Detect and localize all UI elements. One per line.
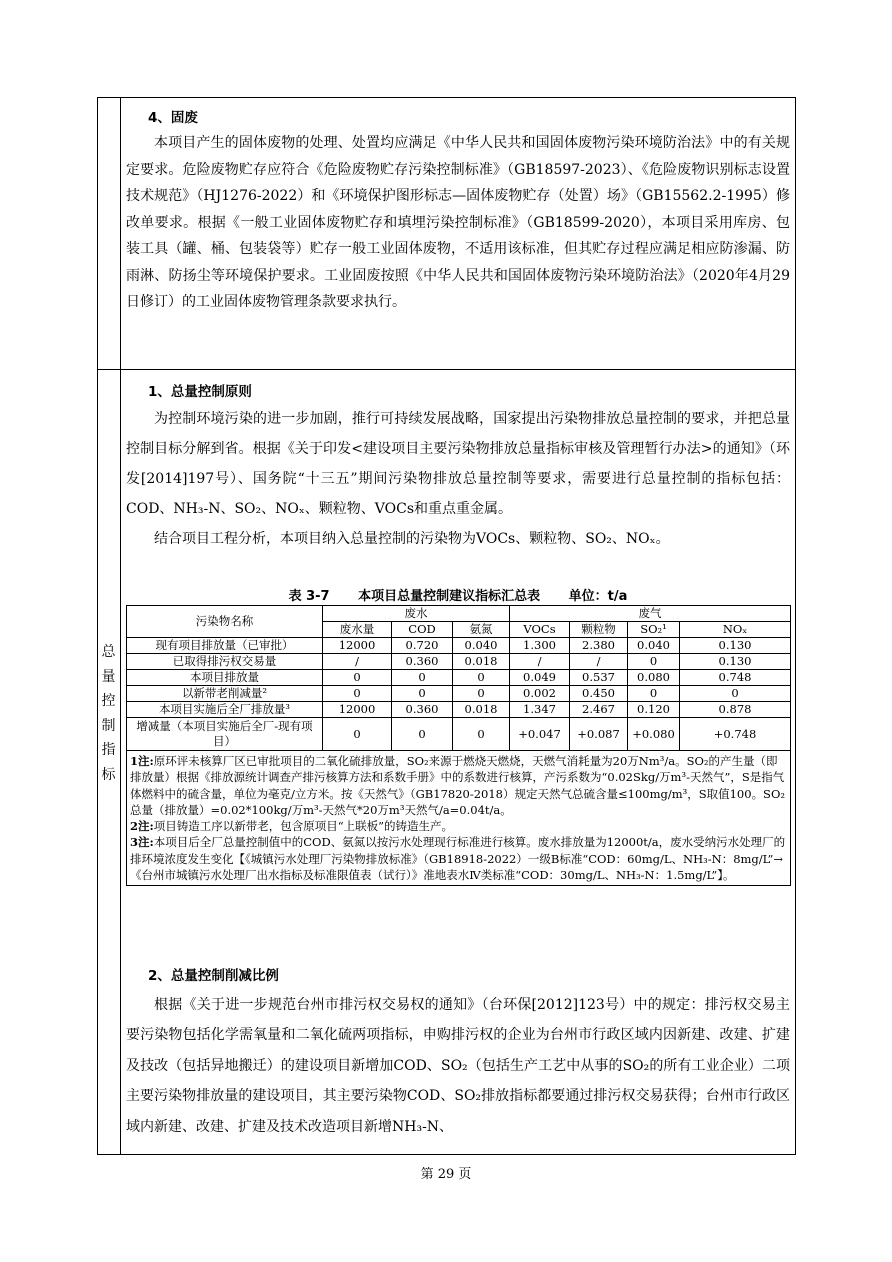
table-row [127,670,791,686]
note-text: 本项目后全厂总量控制值中的COD、氨氮以按污水处理现行标准进行核算。废水排放量为12000t/a，废水受纳污水处理厂的排环境浓度发生变化【《城镇污水处理厂污染物排放标准》（GB18918-2022）一级B标准“COD：60mg/L、NH₃-N：8mg/L”→《台州市城镇污水处理厂出水指标及标准限值表（试行）》准地表水Ⅳ类标准“COD：30mg/L、NH₃-N：1.5mg/L”】。 [130,835,786,883]
note-tag: 3注: [130,835,154,850]
table-cell: 0 [323,670,392,686]
table-title: 本项目总量控制建议指标汇总表 [358,589,541,604]
table-cell: 0.130 [680,638,791,654]
side-label-char: 总 [101,644,116,660]
table-cell: 12000 [323,702,392,718]
table-cell: 0.450 [570,686,628,702]
row-label: 增减量（本项目实施后全厂-现有项目） [127,718,323,751]
table-cell: 0 [453,718,510,751]
row-label: 现有项目排放量（已审批） [127,638,323,654]
side-label-total-control [97,640,120,787]
principle-paragraph: 为控制环境污染的进一步加剧，推行可持续发展战略，国家提出污染物排放总量控制的要求，并把总量控制目标分解到省。根据《关于印发<建设项目主要污染物排放总量指标审核及管理暂行办法>的通知》（环发[2014]197号）、国务院“十三五”期间污染物排放总量控制等要求，需要进行总量控制的指标包括：COD、NH₃-N、SO₂、NOₓ、颗粒物、VOCs和重点重金属。 [126,411,790,517]
table-cell: 0.040 [628,638,680,654]
table-cell: 0 [628,686,680,702]
side-label-char: 标 [101,766,116,783]
row-divider [97,369,796,370]
column-header: NOₓ [680,622,791,638]
note-text: 项目铸造工序以新带老，包含原项目“上联板”的铸造生产。 [153,819,454,834]
solid-waste-heading: 4、固废 [148,110,198,126]
note-1 [130,753,787,818]
table-cell: 0 [392,686,453,702]
table-cell: 0.018 [453,654,510,670]
row-label: 本项目实施后全厂排放量³ [127,702,323,718]
table-cell: 0.130 [680,654,791,670]
table-cell: 2.467 [570,702,628,718]
note-3 [130,834,787,883]
table-cell: 0 [392,718,453,751]
table-notes [127,751,791,886]
column-header: COD [392,622,453,638]
table-cell: 12000 [323,638,392,654]
table-cell: / [510,654,570,670]
table-cell: 0 [680,686,791,702]
table-cell: 0.748 [680,670,791,686]
principle-paragraph: 结合项目工程分析，本项目纳入总量控制的污染物为VOCs、颗粒物、SO₂、NOₓ。 [154,531,670,547]
column-header: 废水量 [323,622,392,638]
column-header: SO₂¹ [628,622,680,638]
table-cell: +0.087 [570,718,628,751]
table-notes-row [127,751,791,886]
table-cell: 0.537 [570,670,628,686]
table-cell: 0.360 [392,654,453,670]
header-pollutant-name: 污染物名称 [127,606,323,638]
note-tag: 2注: [130,819,154,834]
table-cell: +0.047 [510,718,570,751]
table-cell: 0.002 [510,686,570,702]
table-row [127,702,791,718]
table-cell: 0.720 [392,638,453,654]
side-label-char: 量 [101,668,116,685]
column-divider [120,97,121,1155]
table-row [127,718,791,751]
table-cell: 1.300 [510,638,570,654]
table-cell: 0.080 [628,670,680,686]
principle-body [126,404,790,554]
table-cell: +0.748 [680,718,791,751]
column-header: 氨氮 [453,622,510,638]
side-label-char: 控 [101,693,116,709]
table-cell: 0.360 [392,702,453,718]
table-caption [126,585,790,604]
table-cell: 0 [323,718,392,751]
note-text: 原环评未核算厂区已审批项目的二氧化硫排放量，SO₂来源于燃烧天燃烧，天燃气消耗量为20万Nm³/a。SO₂的产生量（即排放量）根据《排放源统计调查产排污核算方法和系数手册》中的系数进行核算，产污系数为“0.02Skg/万m³-天然气”，S是指气体燃料中的硫含量，单位为毫克/立方米。按《天然气》（GB17820-2018）规定天然气总硫含量≤100mg/m³，S取值100。SO₂总量（排放量）=0.02*100kg/万m³-天然气*20万m³天然气/a=0.04t/a。 [130,754,785,817]
table-cell: 0 [628,654,680,670]
table-cell: 0 [453,670,510,686]
table-unit: 单位：t/a [568,589,628,604]
page-number: 第 29 页 [420,1167,472,1182]
solid-waste-body [126,130,790,316]
table-row [127,638,791,654]
table-cell: 1.347 [510,702,570,718]
table-row [127,686,791,702]
header-group-water: 废水 [323,606,510,622]
table-cell: 2.380 [570,638,628,654]
table-cell: 0 [453,686,510,702]
table-cell: 0 [392,670,453,686]
table-cell: / [323,654,392,670]
column-header: 颗粒物 [570,622,628,638]
table-cell: / [570,654,628,670]
side-label-char: 制 [101,717,116,734]
table-cell: 0.878 [680,702,791,718]
principle-heading: 1、总量控制原则 [148,384,252,400]
table-cell: 0.120 [628,702,680,718]
note-2 [130,818,787,834]
table-cell: 0.040 [453,638,510,654]
total-control-table [126,605,791,886]
ratio-body [126,990,790,1142]
table-cell: 0.018 [453,702,510,718]
ratio-heading: 2、总量控制削减比例 [148,968,279,984]
solid-waste-paragraph: 本项目产生的固体废物的处理、处置均应满足《中华人民共和国固体废物污染环境防治法》中的有关规定要求。危险废物贮存应符合《危险废物贮存污染控制标准》（GB18597-2023）、《危险废物识别标志设置技术规范》（HJ1276-2022）和《环境保护图形标志—固体废物贮存（处置）场》（GB15562.2-1995）修改单要求。根据《一般工业固体废物贮存和填埋污染控制标准》（GB18599-2020），本项目采用库房、包装工具（罐、桶、包装袋等）贮存一般工业固体废物，不适用该标准，但其贮存过程应满足相应防渗漏、防雨淋、防扬尘等环境保护要求。工业固废按照《中华人民共和国固体废物污染环境防治法》（2020年4月29日修订）的工业固体废物管理条款要求执行。 [126,135,790,310]
column-header: VOCs [510,622,570,638]
row-label: 本项目排放量 [127,670,323,686]
note-tag: 1注: [130,754,154,768]
table-cell: 0 [323,686,392,702]
table-cell: +0.080 [628,718,680,751]
table-row [127,654,791,670]
table-header-row [127,606,791,622]
row-label: 已取得排污权交易量 [127,654,323,670]
ratio-paragraph: 根据《关于进一步规范台州市排污权交易权的通知》（台环保[2012]123号）中的规定：排污权交易主要污染物包括化学需氧量和二氧化硫两项指标，申购排污权的企业为台州市行政区域内因新建、改建、扩建及技改（包括异地搬迁）的建设项目新增加COD、SO₂（包括生产工艺中从事的SO₂的所有工业企业）二项主要污染物排放量的建设项目，其主要污染物COD、SO₂排放指标都要通过排污权交易获得；台州市行政区域内新建、改建、扩建及技术改造项目新增NH₃-N、 [126,997,790,1135]
table-cell: 0.049 [510,670,570,686]
side-label-char: 指 [101,742,116,758]
header-group-gas: 废气 [510,606,791,622]
table-number: 表 3-7 [288,589,330,604]
row-label: 以新带老削减量² [127,686,323,702]
